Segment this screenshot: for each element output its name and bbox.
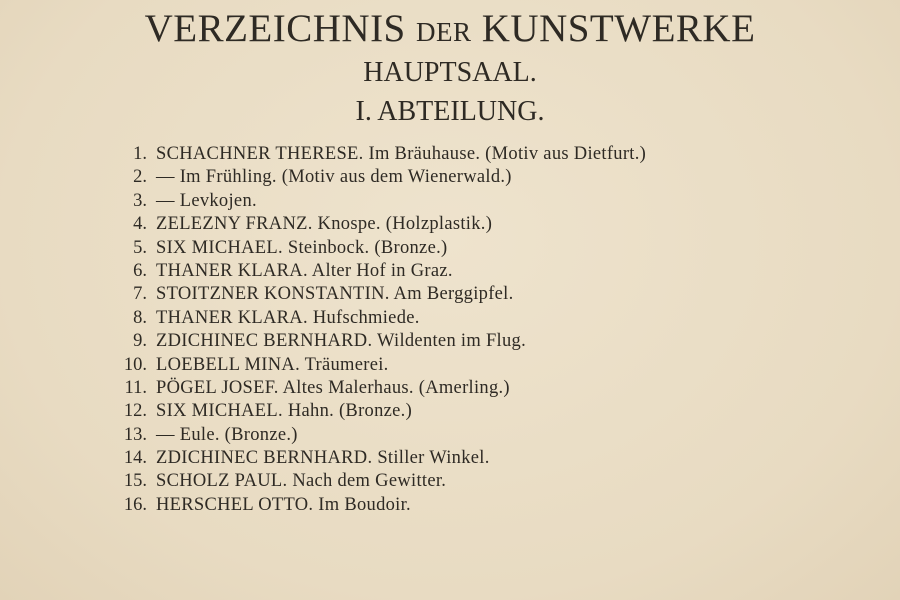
catalogue-list — [0, 143, 900, 517]
entry-number: 13. — [123, 424, 147, 445]
list-item — [0, 237, 900, 260]
list-item — [0, 400, 900, 423]
entry-number: 7. — [133, 284, 147, 305]
entry-text: SCHACHNER THERESE. Im Bräuhause. (Motiv aus Dietfurt.) — [156, 144, 647, 164]
entry-number: 6. — [133, 260, 147, 281]
list-item — [0, 166, 900, 189]
entry-number: 3. — [133, 190, 147, 211]
entry-text: HERSCHEL OTTO. Im Boudoir. — [156, 494, 411, 515]
list-item — [0, 354, 900, 377]
entry-number: 11. — [124, 377, 147, 398]
entry-text: SIX MICHAEL. Steinbock. (Bronze.) — [156, 237, 448, 258]
list-item — [0, 283, 900, 306]
list-item — [0, 260, 900, 283]
entry-text: STOITZNER KONSTANTIN. Am Berggipfel. — [156, 284, 514, 305]
list-item — [0, 143, 900, 166]
list-item — [0, 424, 900, 447]
entry-text: SCHOLZ PAUL. Nach dem Gewitter. — [156, 471, 447, 492]
list-item — [0, 213, 900, 236]
entry-text: SIX MICHAEL. Hahn. (Bronze.) — [156, 401, 413, 422]
entry-number: 14. — [123, 448, 147, 469]
list-item — [0, 190, 900, 213]
entry-number: 2. — [133, 167, 147, 188]
list-item — [0, 307, 900, 330]
entry-text: LOEBELL MINA. Träumerei. — [156, 354, 389, 375]
entry-number: 10. — [123, 354, 147, 375]
entry-text: THANER KLARA. Alter Hof in Graz. — [156, 260, 453, 281]
entry-number: 4. — [133, 214, 147, 235]
entry-text: THANER KLARA. Hufschmiede. — [156, 307, 420, 328]
entry-number: 9. — [133, 331, 147, 352]
entry-text: — Eule. (Bronze.) — [156, 424, 298, 445]
entry-number: 1. — [133, 144, 147, 164]
page-title — [0, 6, 900, 51]
entry-text: ZELEZNY FRANZ. Knospe. (Holzplastik.) — [156, 214, 493, 235]
list-item — [0, 470, 900, 493]
entry-text: — Levkojen. — [156, 190, 257, 211]
entry-number: 8. — [133, 307, 147, 328]
title-part-1: VERZEICHNIS — [144, 7, 406, 50]
title-part-3: KUNSTWERKE — [481, 7, 756, 50]
list-item — [0, 447, 900, 470]
entry-text: ZDICHINEC BERNHARD. Stiller Winkel. — [156, 448, 490, 469]
list-item — [0, 494, 900, 517]
entry-number: 15. — [123, 471, 147, 492]
section-heading: I. ABTEILUNG. — [355, 96, 545, 127]
entry-number: 5. — [133, 237, 147, 258]
title-part-2: der — [416, 7, 472, 50]
subheading: HAUPTSAAL. — [363, 57, 537, 88]
entry-number: 12. — [123, 401, 147, 422]
list-item — [0, 377, 900, 400]
entry-text: ZDICHINEC BERNHARD. Wildenten im Flug. — [156, 331, 527, 352]
entry-text: — Im Frühling. (Motiv aus dem Wienerwald.) — [156, 167, 512, 188]
list-item — [0, 330, 900, 353]
entry-number: 16. — [123, 494, 147, 515]
entry-text: PÖGEL JOSEF. Altes Malerhaus. (Amerling.) — [156, 377, 510, 398]
